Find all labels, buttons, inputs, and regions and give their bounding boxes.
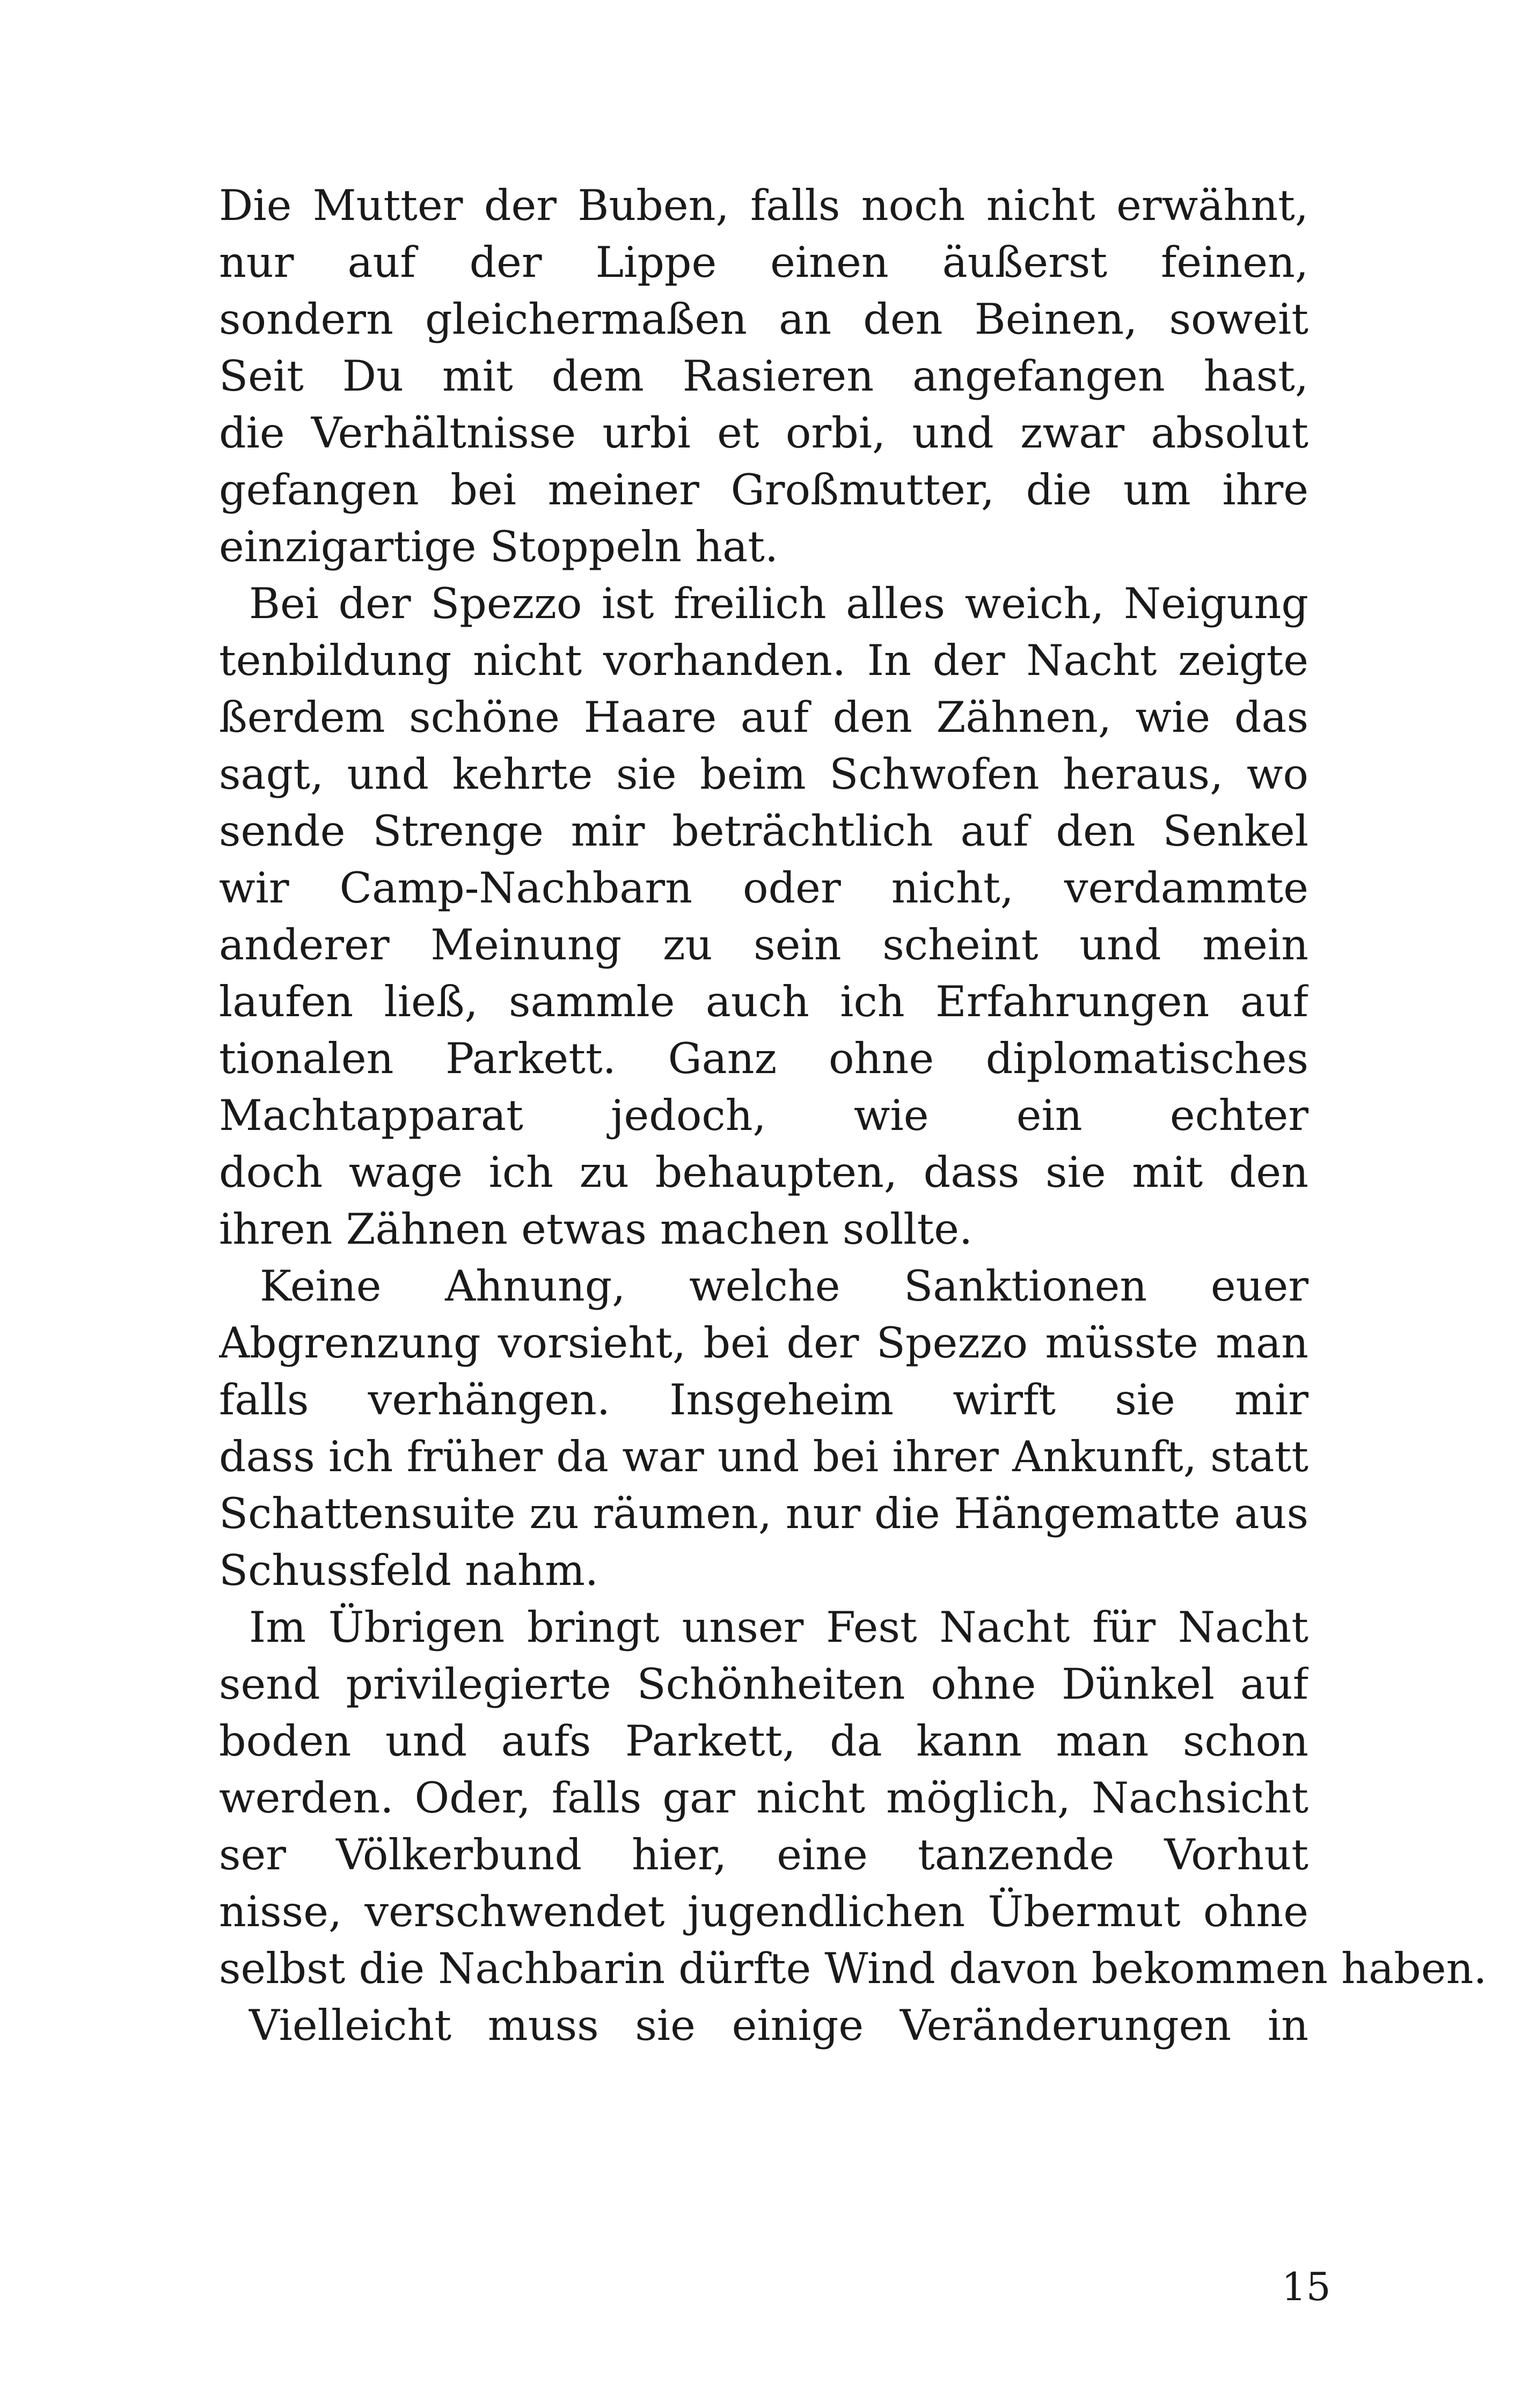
text-line: ser Völkerbund hier, eine tanzende Vorhut: [219, 1830, 1308, 1880]
text-line: send privilegierte Schönheiten ohne Dünkel auf: [219, 1660, 1308, 1709]
text-line: wir Camp-Nachbarn oder nicht, verdammte: [219, 863, 1308, 913]
text-line: boden und aufs Parkett, da kann man schon: [219, 1716, 1308, 1766]
text-line: nisse, verschwendet jugendlichen Übermut ohne: [219, 1887, 1308, 1936]
text-line: tionalen Parkett. Ganz ohne diplomatisches: [219, 1034, 1308, 1083]
text-line: die Verhältnisse urbi et orbi, und zwar absolut: [219, 408, 1308, 458]
body-text: [219, 177, 1487, 2054]
text-line: sende Strenge mir beträchtlich auf den Senkel: [219, 806, 1308, 856]
text-line: nur auf der Lippe einen äußerst feinen,: [219, 238, 1308, 287]
text-line: Seit Du mit dem Rasieren angefangen hast,: [219, 351, 1308, 401]
text-line: ihren Zähnen etwas machen sollte.: [219, 1205, 973, 1254]
text-line: gefangen bei meiner Großmutter, die um ihre: [219, 465, 1308, 515]
text-line: anderer Meinung zu sein scheint und mein: [219, 920, 1308, 970]
text-line: sondern gleichermaßen an den Beinen, soweit: [219, 295, 1308, 344]
text-line: Vielleicht muss sie einige Veränderungen in: [249, 2001, 1308, 2050]
text-line: Machtapparat jedoch, wie ein echter: [219, 1091, 1308, 1140]
text-line: Die Mutter der Buben, falls noch nicht erwähnt,: [219, 181, 1308, 230]
page-number: 15: [1282, 2264, 1331, 2309]
text-line: laufen ließ, sammle auch ich Erfahrungen auf: [219, 977, 1308, 1026]
text-line: Schattensuite zu räumen, nur die Hängematte aus: [219, 1489, 1308, 1538]
text-line: dass ich früher da war und bei ihrer Ankunft, statt: [219, 1432, 1308, 1481]
text-line: doch wage ich zu behaupten, dass sie mit den: [219, 1148, 1308, 1197]
text-line: Schussfeld nahm.: [219, 1546, 599, 1595]
text-line: Keine Ahnung, welche Sanktionen euer: [260, 1261, 1308, 1311]
text-line: werden. Oder, falls gar nicht möglich, Nachsicht: [219, 1773, 1308, 1823]
text-line: sagt, und kehrte sie beim Schwofen heraus, wo: [219, 750, 1308, 799]
text-line: selbst die Nachbarin dürfte Wind davon bekommen haben.: [219, 1944, 1487, 1993]
text-line: ßerdem schöne Haare auf den Zähnen, wie das: [219, 693, 1308, 742]
text-line: tenbildung nicht vorhanden. In der Nacht zeigte: [219, 636, 1308, 685]
text-line: einzigartige Stoppeln hat.: [219, 522, 779, 571]
text-line: Abgrenzung vorsieht, bei der Spezzo müsste man: [219, 1318, 1308, 1368]
text-line: Im Übrigen bringt unser Fest Nacht für Nacht: [249, 1603, 1308, 1652]
text-line: Bei der Spezzo ist freilich alles weich, Neigung: [249, 579, 1308, 628]
text-line: falls verhängen. Insgeheim wirft sie mir: [219, 1375, 1308, 1425]
